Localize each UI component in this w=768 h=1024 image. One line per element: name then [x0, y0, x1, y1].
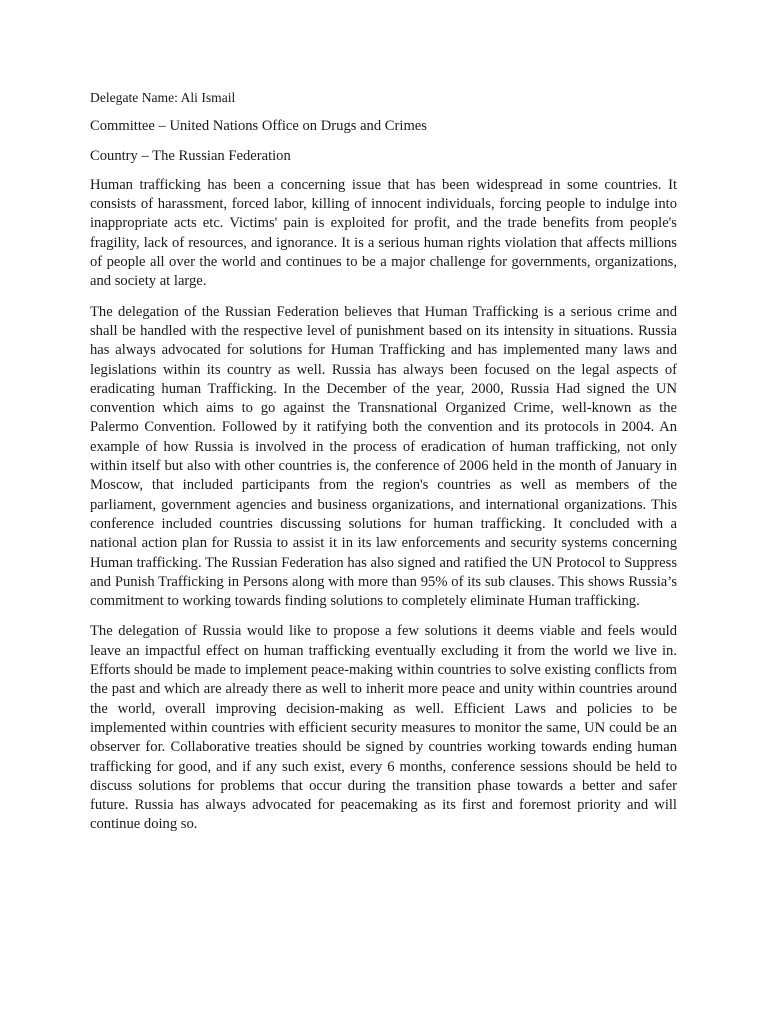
paragraph-position: The delegation of the Russian Federation believes that Human Trafficking is a serious crime and shall be handled with the respective level of punishment based on its intensity in situations. Russia has always advocated for solutions for Human Trafficking and has implemented many laws and legislations within its country as well. Russia has always been focused on the legal aspects of eradicating human Trafficking. In the December of the year, 2000, Russia Had signed the UN convention which aims to go against the Transnational Organized Crime, well-known as the Palermo Convention. Followed by it ratifying both the convention and its protocols in 2004. An example of how Russia is involved in the process of eradication of human trafficking, not only within itself but also with other countries is, the conference of 2006 held in the month of January in Moscow, that included participants from the region's countries as well as members of the parliament, government agencies and business organizations, and international organizations. This conference included countries discussing solutions for human trafficking. It concluded with a national action plan for Russia to assist it in its law enforcements and security systems concerning Human trafficking. The Russian Federation has also signed and ratified the UN Protocol to Suppress and Punish Trafficking in Persons along with more than 95% of its sub clauses. This shows Russia’s commitment to working towards finding solutions to completely eliminate Human trafficking.	[90, 303, 677, 610]
delegate-name-line: Delegate Name: Ali Ismail	[90, 90, 236, 105]
paragraph-introduction: Human trafficking has been a concerning issue that has been widespread in some countries. It consists of harassment, forced labor, killing of innocent individuals, forcing people to indulge into inappropriate acts etc. Victims' pain is exploited for profit, and the trade benefits from people's fragility, lack of resources, and ignorance. It is a serious human rights violation that affects millions of people all over the world and continues to be a major challenge for governments, organizations, and society at large.	[90, 176, 677, 290]
document-page	[90, 88, 677, 846]
paragraph-solutions: The delegation of Russia would like to propose a few solutions it deems viable and feels would leave an impactful effect on human trafficking eventually excluding it from the world we live in. Efforts should be made to implement peace-making within countries to solve existing conflicts from the past and which are already there as well to inherit more peace and unity within countries around the world, overall improving decision-making as well. Efficient Laws and policies to be implemented within countries with efficient security measures to monitor the same, UN could be an observer for. Collaborative treaties should be signed by countries working towards ending human trafficking for good, and if any such exist, every 6 months, conference sessions should be held to discuss solutions for problems that occur during the transition phase towards a better and safer future. Russia has always advocated for peacemaking as its first and foremost priority and will continue doing so.	[90, 623, 677, 833]
committee-line: Committee – United Nations Office on Drugs and Crimes	[90, 118, 427, 135]
country-line: Country – The Russian Federation	[90, 147, 291, 164]
